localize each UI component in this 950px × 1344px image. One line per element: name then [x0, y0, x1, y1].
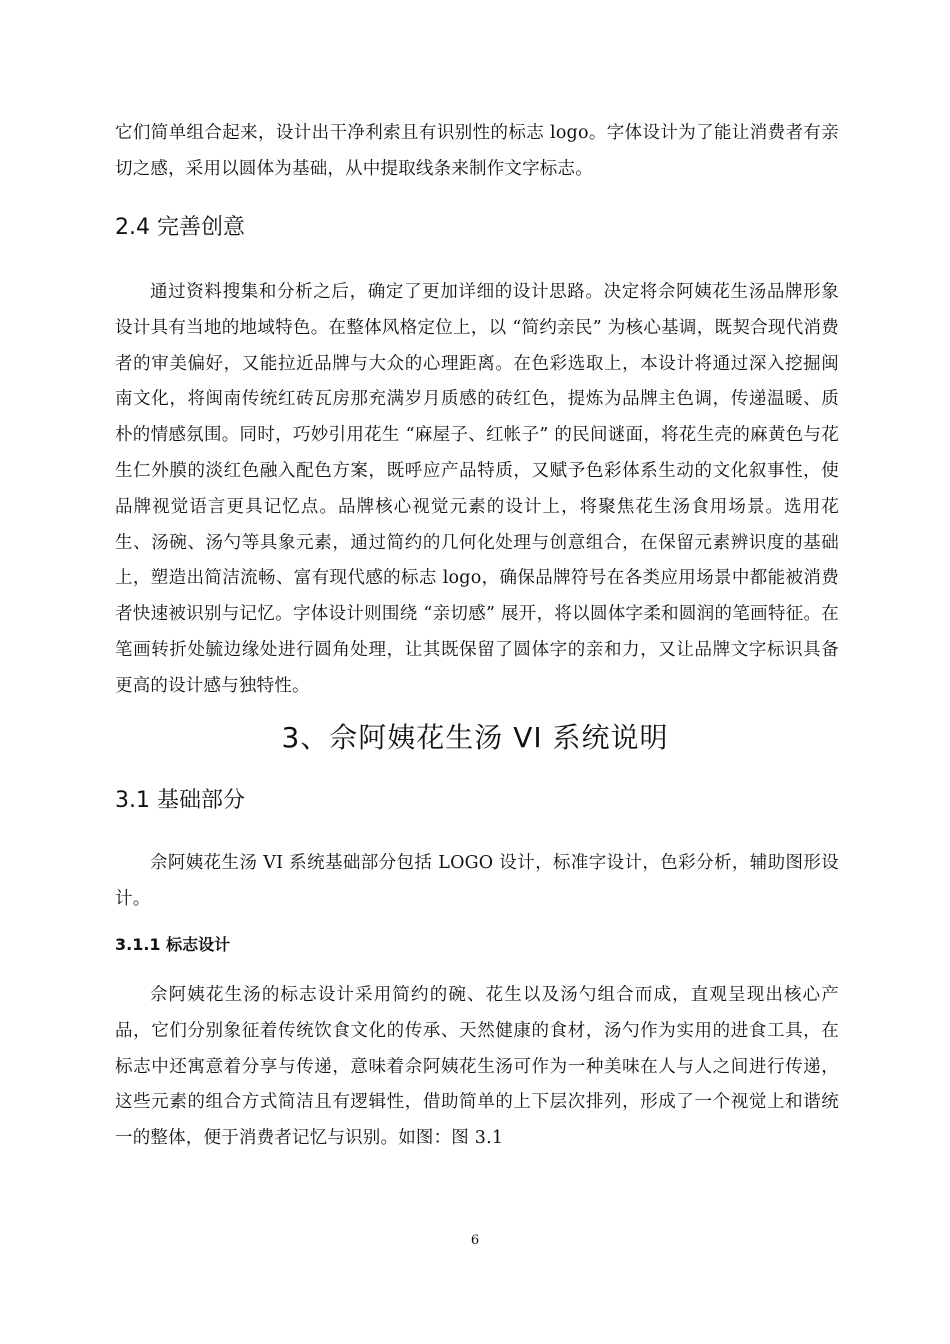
section-3-1-1-paragraph: 佘阿姨花生汤的标志设计采用简约的碗、花生以及汤勺组合而成，直观呈现出核心产品，它们分别象征着传统饮食文化的传承、天然健康的食材，汤勺作为实用的进食工具，在标志中还寓意着分享与传递，意味着佘阿姨花生汤可作为一种美味在人与人之间进行传递，这些元素的组合方式简洁且有逻辑性，借助简单的上下层次排列，形成了一个视觉上和谐统一的整体，便于消费者记忆与识别。如图：图 3.1: [115, 985, 839, 1149]
section-2-4-heading: 2.4 完善创意: [115, 215, 245, 240]
section-3-1-1-heading: 3.1.1 标志设计: [115, 935, 231, 954]
section-3-1-paragraph: 佘阿姨花生汤 VI 系统基础部分包括 LOGO 设计，标准字设计，色彩分析，辅助图形设计。: [115, 853, 839, 909]
section-2-4-paragraph: 通过资料搜集和分析之后，确定了更加详细的设计思路。决定将佘阿姨花生汤品牌形象设计具有当地的地域特色。在整体风格定位上，以 “简约亲民” 为核心基调，既契合现代消费者的审美偏好，又能拉近品牌与大众的心理距离。在色彩选取上，本设计将通过深入挖掘闽南文化，将闽南传统红砖瓦房那充满岁月质感的砖红色，提炼为品牌主色调，传递温暖、质朴的情感氛围。同时，巧妙引用花生 “麻屋子、红帐子” 的民间谜面，将花生壳的麻黄色与花生仁外膜的淡红色融入配色方案，既呼应产品特质，又赋予色彩体系生动的文化叙事性，使品牌视觉语言更具记忆点。品牌核心视觉元素的设计上，将聚焦花生汤食用场景。选用花生、汤碗、汤勺等具象元素，通过简约的几何化处理与创意组合，在保留元素辨识度的基础上，塑造出简洁流畅、富有现代感的标志 logo，确保品牌符号在各类应用场景中都能被消费者快速被识别与记忆。字体设计则围绕 “亲切感” 展开，将以圆体字柔和圆润的笔画特征。在笔画转折处毓边缘处进行圆角处理，让其既保留了圆体字的亲和力，又让品牌文字标识具备更高的设计感与独特性。: [115, 282, 839, 696]
page-number: 6: [470, 1233, 480, 1248]
intro-paragraph: 它们简单组合起来，设计出干净利索且有识别性的标志 logo。字体设计为了能让消费者有亲切之感，采用以圆体为基础，从中提取线条来制作文字标志。: [115, 123, 839, 179]
chapter-3-title: 3、佘阿姨花生汤 VI 系统说明: [281, 721, 669, 754]
section-3-1-heading: 3.1 基础部分: [115, 788, 245, 813]
